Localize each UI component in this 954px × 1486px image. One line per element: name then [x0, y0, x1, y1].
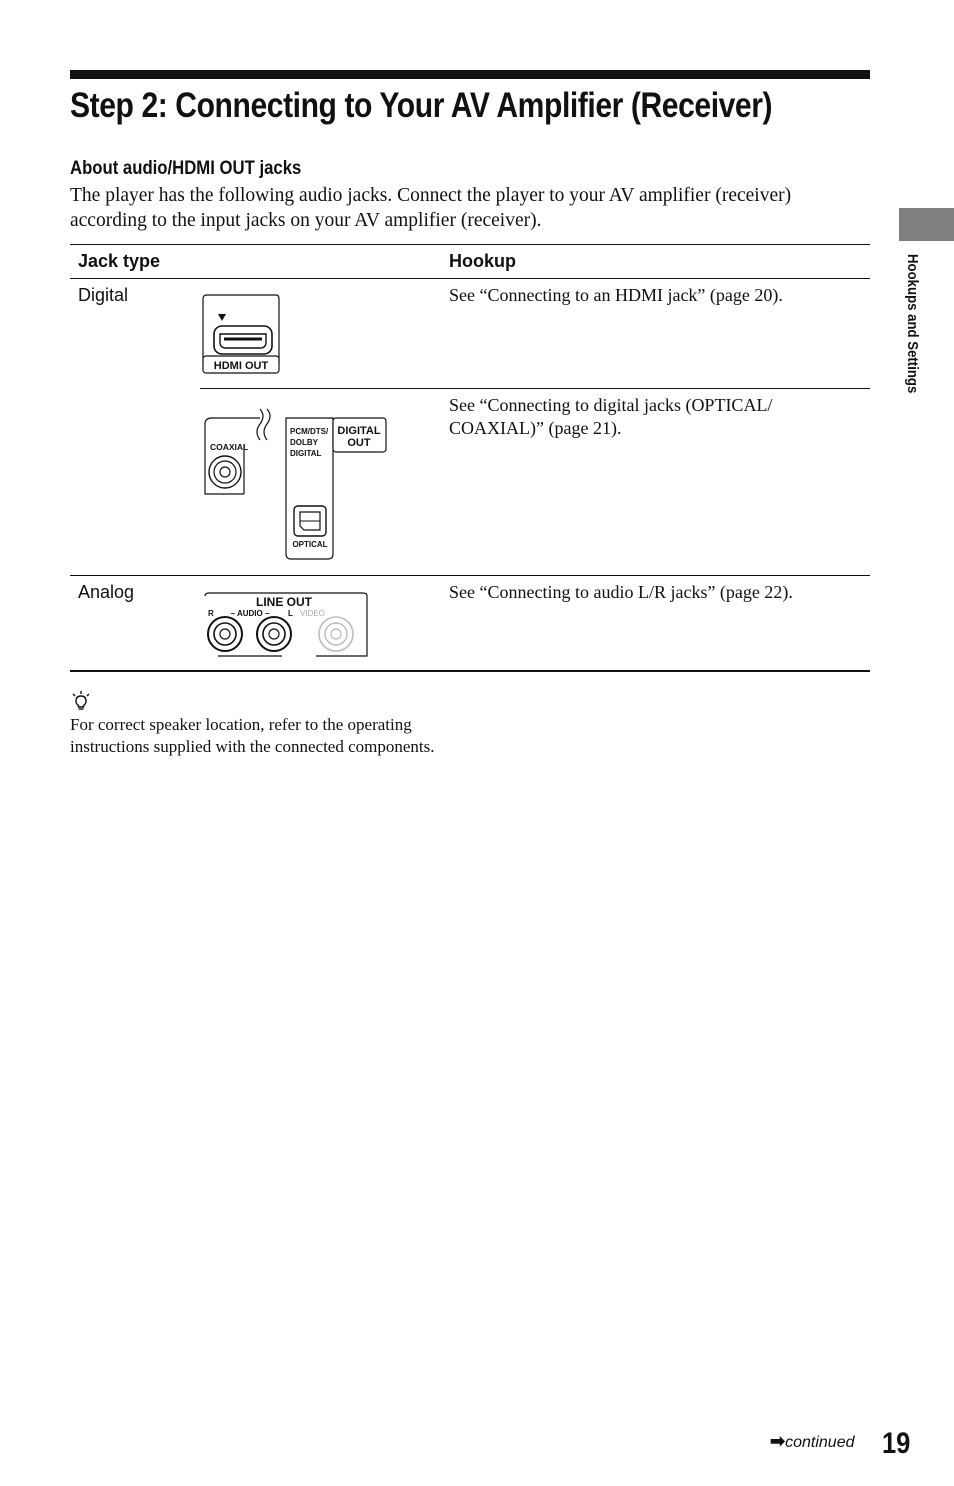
side-tab-marker [899, 208, 954, 241]
column-header-jack-type: Jack type [78, 251, 161, 271]
intro-text: The player has the following audio jacks. Connect the player to your AV amplifier (receiver) according to the input jacks on your AV amplifier (receiver). [70, 185, 792, 231]
jack-type-analog: Analog [78, 582, 135, 602]
video-label: VIDEO [300, 609, 325, 618]
coaxial-label: COAXIAL [210, 442, 249, 452]
digital-out-jacks-figure [200, 404, 392, 564]
side-tab-label [901, 254, 925, 434]
arrow-right-icon: ➡ [770, 1431, 786, 1451]
audio-label: – AUDIO – [230, 609, 270, 618]
hdmi-out-jack-figure [200, 294, 284, 376]
pcm-dts-label: PCM/DTS/ [290, 427, 329, 436]
table-top-rule [70, 244, 870, 245]
side-tab-text: Hookups and Settings [904, 254, 921, 394]
audio-r-label: R [208, 609, 214, 618]
digital-out-label-2: OUT [347, 437, 371, 449]
dolby-label: DOLBY [290, 438, 318, 447]
hookup-analog: See “Connecting to audio L/R jacks” (page 22). [449, 582, 793, 602]
lightbulb-icon [70, 690, 92, 712]
continued-label: continued [785, 1434, 855, 1451]
hookup-digital-jacks: See “Connecting to digital jacks (OPTICAL/ COAXIAL)” (page 21). [449, 395, 773, 438]
jack-type-digital: Digital [78, 285, 129, 305]
optical-label: OPTICAL [292, 540, 328, 549]
continued-indicator [770, 1430, 854, 1454]
line-out-label: LINE OUT [256, 595, 312, 609]
row-divider [200, 388, 870, 389]
title-rule [70, 70, 870, 79]
digital-out-label-1: DIGITAL [337, 425, 381, 437]
row-divider [70, 575, 870, 576]
line-out-jacks-figure [200, 590, 372, 662]
digital-label: DIGITAL [290, 449, 322, 458]
column-header-hookup: Hookup [449, 251, 516, 271]
page-title: Step 2: Connecting to Your AV Amplifier (Receiver) [70, 86, 773, 125]
audio-l-label: L [288, 609, 293, 618]
section-heading: About audio/HDMI OUT jacks [70, 158, 302, 179]
hdmi-out-label: HDMI OUT [213, 360, 269, 372]
page-number: 19 [882, 1427, 911, 1460]
table-bottom-rule [70, 670, 870, 672]
tip-text: For correct speaker location, refer to the operating instructions supplied with the connected components. [70, 715, 435, 756]
table-header-rule [70, 278, 870, 279]
hookup-hdmi: See “Connecting to an HDMI jack” (page 20). [449, 285, 783, 305]
intro-paragraph [70, 183, 870, 233]
